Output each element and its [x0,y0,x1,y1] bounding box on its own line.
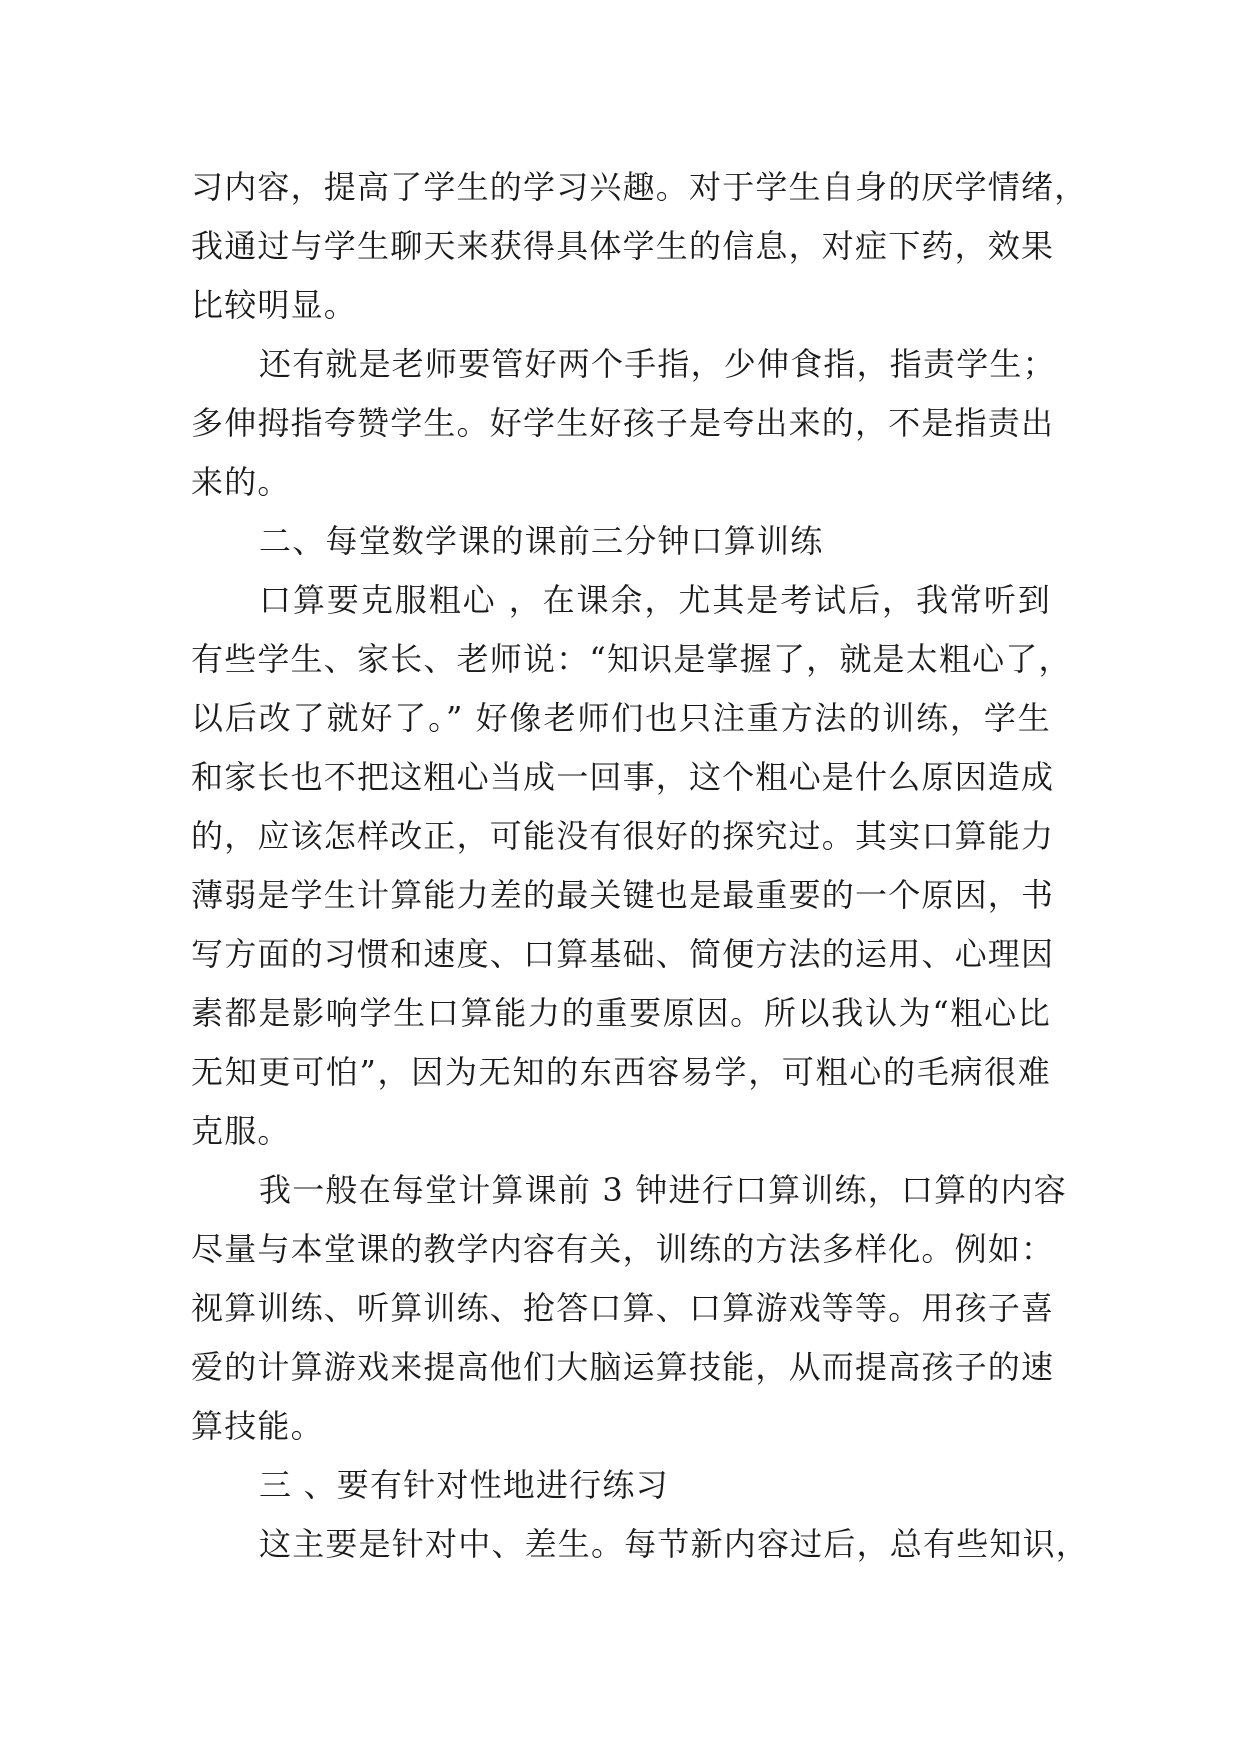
text-line: 多伸拇指夸赞学生。好学生好孩子是夸出来的，不是指责出 [191,404,1055,442]
text-line: 这主要是针对中、差生。每节新内容过后，总有些知识， [259,1525,1090,1563]
text-line: 我通过与学生聊天来获得具体学生的信息，对症下药，效果 [191,227,1055,265]
text-line: 写方面的习惯和速度、口算基础、简便方法的运用、心理因 [191,935,1055,973]
text-line: 算技能。 [191,1407,324,1445]
text-line: 无知更可怕”，因为无知的东西容易学，可粗心的毛病很难 [191,1053,1051,1091]
text-line: 克服。 [191,1112,291,1150]
text-line: 尽量与本堂课的教学内容有关，训练的方法多样化。例如： [191,1230,1055,1268]
text-line: 口算要克服粗心 ，在课余，尤其是考试后，我常听到 [259,581,1051,619]
text-line: 爱的计算游戏来提高他们大脑运算技能，从而提高孩子的速 [191,1348,1055,1386]
body-text [191,158,1090,1574]
text-line: 三 、要有针对性地进行练习 [259,1466,669,1504]
text-line: 素都是影响学生口算能力的重要原因。所以我认为“粗心比 [191,994,1051,1032]
text-line: 来的。 [191,463,291,501]
text-line: 以后改了就好了。” 好像老师们也只注重方法的训练，学生 [191,699,1051,737]
text-line: 还有就是老师要管好两个手指，少伸食指，指责学生； [259,345,1056,383]
text-line: 习内容，提高了学生的学习兴趣。对于学生自身的厌学情绪， [191,168,1088,206]
text-line: 视算训练、听算训练、抢答口算、口算游戏等等。用孩子喜 [191,1289,1055,1327]
text-line: 和家长也不把这粗心当成一回事，这个粗心是什么原因造成 [191,758,1055,796]
text-line: 二、每堂数学课的课前三分钟口算训练 [259,522,824,560]
text-line: 有些学生、家长、老师说：“知识是掌握了，就是太粗心了， [191,640,1072,678]
text-line: 的，应该怎样改正，可能没有很好的探究过。其实口算能力 [191,817,1055,855]
text-line: 我一般在每堂计算课前 3 钟进行口算训练，口算的内容 [259,1171,1067,1209]
text-line: 薄弱是学生计算能力差的最关键也是最重要的一个原因，书 [191,876,1055,914]
text-line: 比较明显。 [191,286,358,324]
